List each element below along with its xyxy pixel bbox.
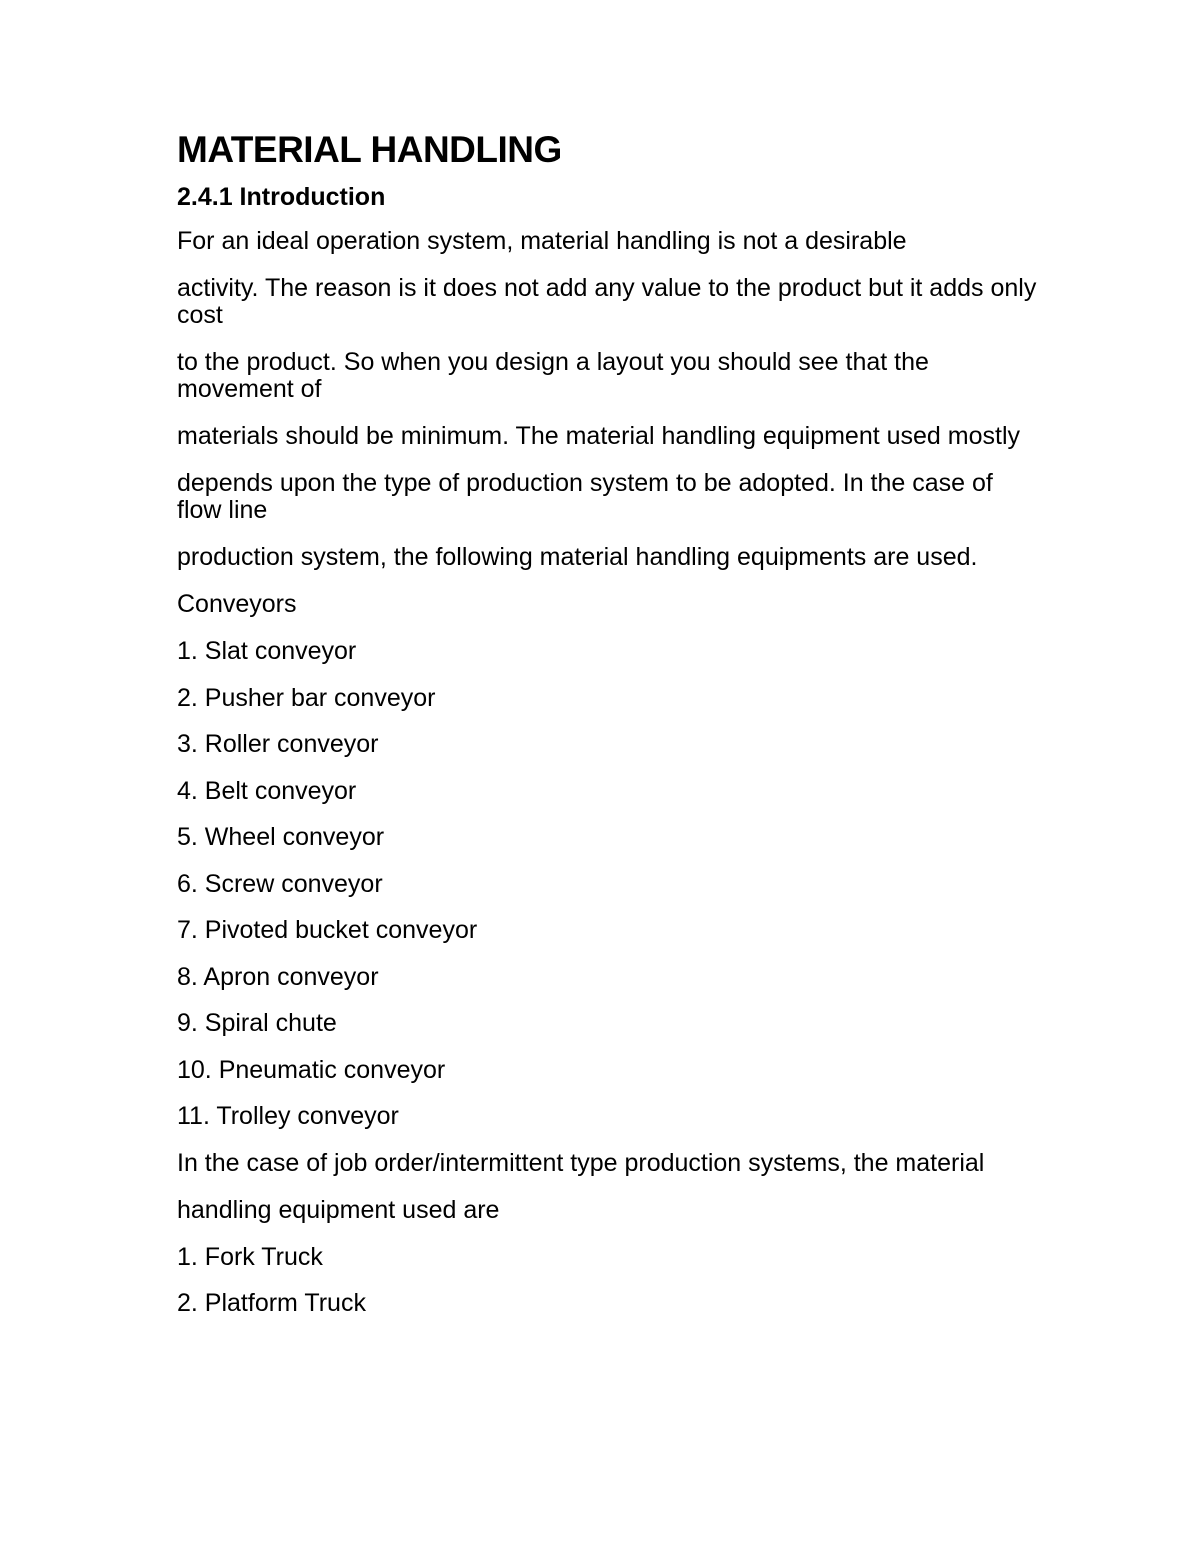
list-item: 11. Trolley conveyor xyxy=(177,1102,399,1130)
intro-paragraph-line: For an ideal operation system, material handling is not a desirable xyxy=(177,227,907,255)
list-item: 7. Pivoted bucket conveyor xyxy=(177,916,478,944)
list-item: 4. Belt conveyor xyxy=(177,776,357,805)
list-item: 3. Roller conveyor xyxy=(177,730,379,758)
conveyor-list xyxy=(177,638,1037,1130)
list-item: 2. Pusher bar conveyor xyxy=(177,683,436,712)
list-item: 1. Fork Truck xyxy=(177,1242,323,1271)
list-item: 1. Slat conveyor xyxy=(177,637,357,665)
intro-paragraph-line: depends upon the type of production system to be adopted. In the case of flow line xyxy=(177,469,993,524)
job-order-paragraph-line: In the case of job order/intermittent type production systems, the material xyxy=(177,1148,985,1177)
list-item: 5. Wheel conveyor xyxy=(177,823,385,851)
section-heading: 2.4.1 Introduction xyxy=(177,183,386,211)
intro-paragraph-line: to the product. So when you design a layout you should see that the movement of xyxy=(177,348,929,403)
list-item: 2. Platform Truck xyxy=(177,1289,366,1317)
list-item: 9. Spiral chute xyxy=(177,1009,337,1037)
intro-paragraph-line: production system, the following material handling equipments are used. xyxy=(177,543,978,571)
truck-list xyxy=(177,1244,1037,1318)
document-page xyxy=(177,128,1037,1337)
document-title: MATERIAL HANDLING xyxy=(177,129,562,170)
job-order-paragraph-line: handling equipment used are xyxy=(177,1195,500,1224)
intro-paragraph-line: activity. The reason is it does not add any value to the product but it adds only cost xyxy=(177,274,1037,329)
conveyors-heading: Conveyors xyxy=(177,590,297,618)
intro-paragraph-line: materials should be minimum. The material handling equipment used mostly xyxy=(177,422,1021,450)
list-item: 6. Screw conveyor xyxy=(177,869,383,898)
list-item: 10. Pneumatic conveyor xyxy=(177,1055,446,1084)
list-item: 8. Apron conveyor xyxy=(177,962,379,991)
